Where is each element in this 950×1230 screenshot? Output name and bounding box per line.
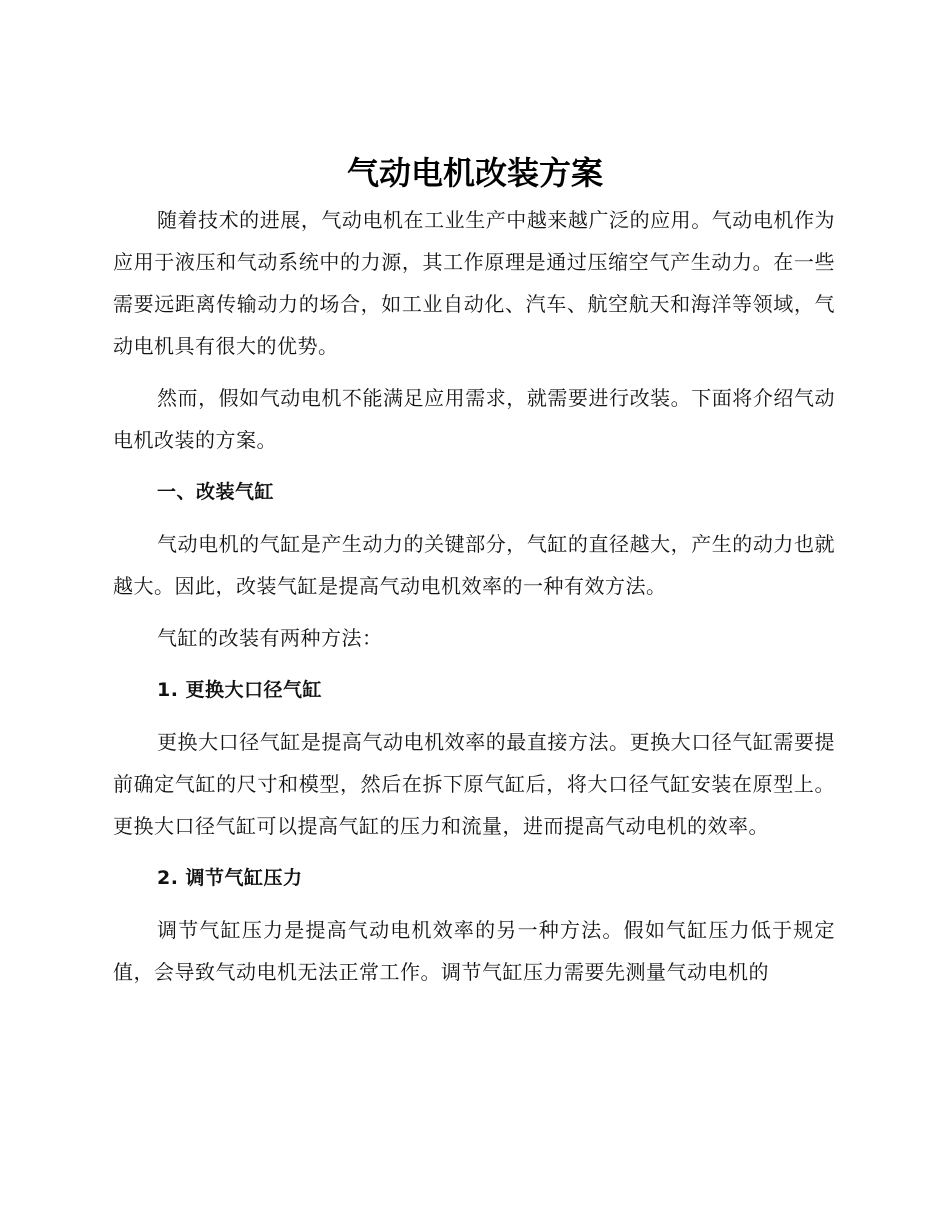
section-heading-cylinder: 一、改装气缸 <box>157 481 275 503</box>
paragraph-replace-cylinder: 更换大口径气缸是提高气动电机效率的最直接方法。更换大口径气缸需要提前确定气缸的尺寸和模型，然后在拆下原气缸后，将大口径气缸安装在原型上。更换大口径气缸可以提高气缸的压力和流量，进而提高气动电机的效率。 <box>113 730 835 838</box>
paragraph-intro: 随着技术的进展，气动电机在工业生产中越来越广泛的应用。气动电机作为应用于液压和气动系统中的力源，其工作原理是通过压缩空气产生动力。在一些需要远距离传输动力的场合，如工业自动化、汽车、航空航天和海洋等领域，气动电机具有很大的优势。 <box>113 208 835 358</box>
paragraph-two-methods: 气缸的改装有两种方法： <box>157 626 383 650</box>
paragraph-transition: 然而，假如气动电机不能满足应用需求，就需要进行改装。下面将介绍气动电机改装的方案。 <box>113 386 835 452</box>
paragraph-adjust-pressure: 调节气缸压力是提高气动电机效率的另一种方法。假如气缸压力低于规定值，会导致气动电机无法正常工作。调节气缸压力需要先测量气动电机的 <box>113 918 835 984</box>
subheading-replace-cylinder: 1. 更换大口径气缸 <box>157 679 323 701</box>
document-title: 气动电机改装方案 <box>346 154 603 192</box>
paragraph-cylinder-intro: 气动电机的气缸是产生动力的关键部分，气缸的直径越大，产生的动力也就越大。因此，改装气缸是提高气动电机效率的一种有效方法。 <box>113 532 835 598</box>
document-body <box>113 199 835 993</box>
subheading-adjust-pressure: 2. 调节气缸压力 <box>157 867 303 889</box>
